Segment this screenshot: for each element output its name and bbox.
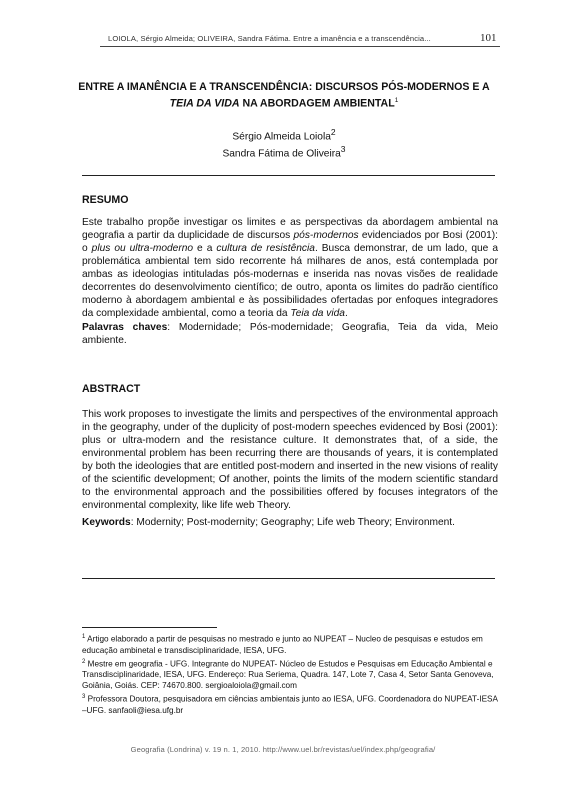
footnote: $^1$ Artigo elaborado a partir de pesquisas no mestrado e junto ao NUPEAT – Nucleo de pesquisas e estudos em educação ambinetal e transdisciplinaridade, IESA, UFG. xyxy=(82,634,483,655)
keywords-label: Keywords xyxy=(82,517,131,528)
abstract-keywords: Keywords: Modernity; Post-modernity; Geography; Life web Theory; Environment. xyxy=(82,517,455,528)
resumo-paragraph: Este trabalho propõe investigar os limites e as perspectivas da abordagem ambiental na geografia a partir da duplicidade de discursos pós-modernos evidenciados por Bosi (2001): o plus ou ultra-moderno e a cultura de resistência. Busca demonstrar, de um lado, que a problemática ambiental tem sido recorrente há milhares de anos, está contemplada por ambas as ideologias intituladas pós-modernas e inserida nas novas visões de realidade decorrentes do desenvolvimento científico; de outro, aponta os limites do padrão científico moderno à abordagem ambiental e às possibilidades ofertadas por enfoques integradores da complexidade ambiental, como a teoria da Teia da vida. xyxy=(82,217,498,319)
keywords-label: Palavras chaves xyxy=(82,322,168,333)
footnotes xyxy=(82,632,500,717)
footnote-rule xyxy=(82,627,217,628)
resumo-keywords: Palavras chaves: Modernidade; Pós-modernidade; Geografia, Teia da vida, Meio ambiente. xyxy=(82,322,498,346)
abstract-paragraph: This work proposes to investigate the limits and perspectives of the environmental approach in the geography, under of the duplicity of post-modern speeches evidenced by Bosi (2001): plus or ultra-modern and the resistance culture. It demonstrates that, of a side, the environmental problem has been recurring there are thousands of years, it is contemplated by both the ideologies that are entitled post-modern and inserted in the new visions of reality of the scientific development; Of another, points the limits of the modern scientific standard to the environmental approach and the possibilities offered by focuses integrators of the environmental complexity, like life web Theory. xyxy=(82,409,498,511)
title-italic-part: TEIA DA VIDA xyxy=(169,97,240,110)
footnote: $^3$ Professora Doutora, pesquisadora em ciências ambientais junto ao IESA, UFG. Coordenadora do NUPEAT-IESA –UFG. sanfaoli@iesa.ufg.br xyxy=(82,694,498,715)
title-footnote-mark: 1 xyxy=(394,97,399,104)
section-rule xyxy=(82,175,495,176)
running-head: LOIOLA, Sérgio Almeida; OLIVEIRA, Sandra Fátima. Entre a imanência e a transcendência... xyxy=(108,34,431,43)
resumo-heading: RESUMO xyxy=(82,194,129,206)
page-footer: Geografia (Londrina) v. 19 n. 1, 2010. http://www.uel.br/revistas/uel/index.php/geografia/ xyxy=(130,745,436,754)
author: Sandra Fátima de Oliveira$^3$ xyxy=(222,144,346,160)
author: Sérgio Almeida Loiola$^2$ xyxy=(232,127,336,143)
header-rule xyxy=(100,46,500,47)
author-list xyxy=(70,126,498,161)
title-line-2 xyxy=(70,94,498,111)
title-line-1: ENTRE A IMANÊNCIA E A TRANSCENDÊNCIA: DISCURSOS PÓS-MODERNOS E A xyxy=(78,81,490,93)
abstract-heading: ABSTRACT xyxy=(82,383,141,395)
footnote: $^2$ Mestre em geografia - UFG. Integrante do NUPEAT- Núcleo de Estudos e Pesquisas em Educação Ambiental e Transdisciplinaridade, IESA, UFG. Endereço: Rua Seriema, Quadra. 147, Lote 7, Casa 4, Setor Santa Genoveva, Goiânia, Goiás. CEP: 74670.800. sergioaloiola@gmail.com xyxy=(82,658,494,691)
section-rule xyxy=(82,578,495,579)
article-title xyxy=(70,80,498,111)
title-rest: NA ABORDAGEM AMBIENTAL xyxy=(239,97,395,110)
page-number: 101 xyxy=(480,32,497,44)
